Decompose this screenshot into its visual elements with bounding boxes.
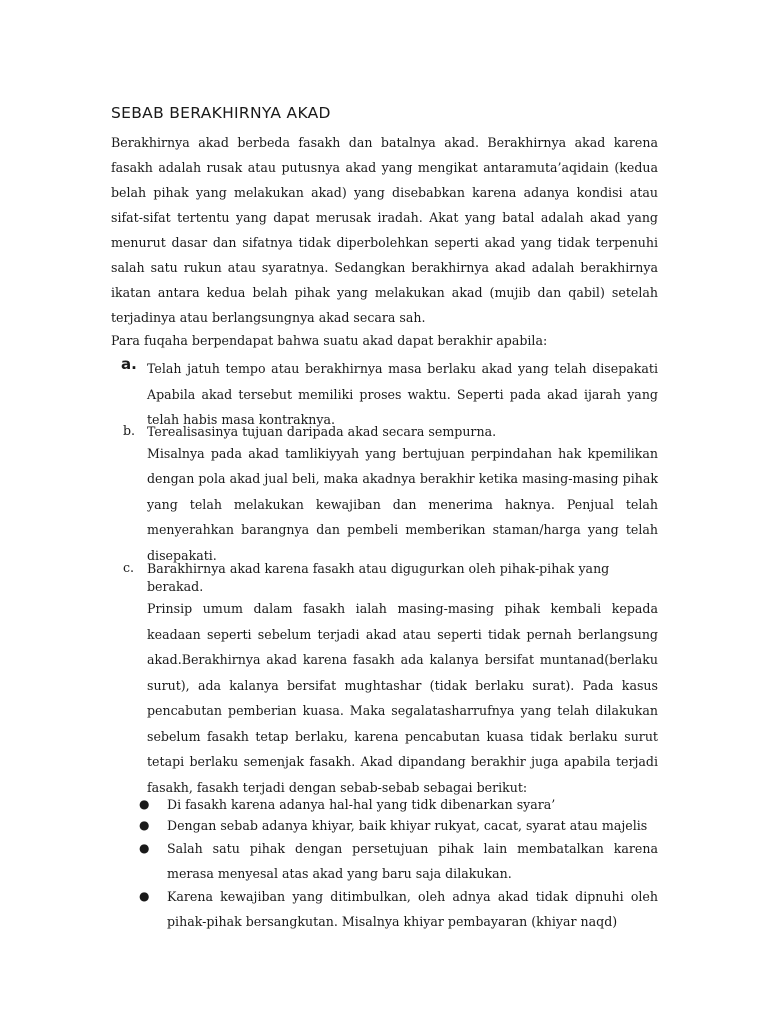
paragraph-definition: Berakhirnya akad berbeda fasakh dan batalnya akad. Berakhirnya akad karena fasakh adalah rusak atau putusnya akad yang mengikat antaramuta’aqidain (kedua belah pihak yang melakukan akad) yang disebabkan karena adanya kondisi atau sifat-sifat tertentu yang dapat merusak iradah. Akat yang batal adalah akad yang menurut dasar dan sifatnya tidak diperbolehkan seperti akad yang tidak terpenuhi salah satu rukun atau syaratnya. Sedangkan berakhirnya akad adalah berakhirnya ikatan antara kedua belah pihak yang melakukan akad (mujib dan qabil) setelah terjadinya atau berlangsungnya akad secara sah. — [111, 135, 658, 325]
bullet-text: Dengan sebab adanya khiyar, baik khiyar rukyat, cacat, syarat atau majelis — [167, 818, 648, 833]
bullet-icon: ● — [139, 841, 150, 855]
list-item-b-text: Misalnya pada akad tamlikiyyah yang bertujuan perpindahan hak kpemilikan dengan pola akad jual beli, maka akadnya berakhir ketika masing-masing pihak yang telah melakukan kewajiban dan menerima haknya. Penjual telah menyerahkan barangnya dan pembeli memberikan staman/harga yang telah disepakati. — [147, 445, 658, 563]
bullet-icon: ● — [139, 797, 150, 811]
list-marker-b: b. — [123, 422, 136, 438]
list-item-b-heading: Terealisasinya tujuan daripada akad secara sempurna. — [147, 423, 497, 439]
list-item-c-heading: Barakhirnya akad karena fasakh atau digugurkan oleh pihak-pihak yang berakad. — [147, 561, 610, 594]
list-item — [111, 813, 658, 838]
document-title: SEBAB BERAKHIRNYA AKAD — [111, 104, 331, 122]
list-item-a-text: Telah jatuh tempo atau berakhirnya masa berlaku akad yang telah disepakati Apabila akad tersebut memiliki proses waktu. Seperti pada akad ijarah yang telah habis masa kontraknya. — [147, 361, 658, 427]
list-item — [111, 836, 658, 886]
list-item-c — [111, 560, 658, 800]
bullet-icon: ● — [139, 889, 150, 903]
intro-sentence: Para fuqaha berpendapat bahwa suatu akad dapat berakhir apabila: — [111, 333, 548, 348]
fasakh-causes-list — [111, 792, 658, 934]
bullet-text: Karena kewajiban yang ditimbulkan, oleh adnya akad tidak dipnuhi oleh pihak-pihak bersangkutan. Misalnya khiyar pembayaran (khiyar naqd) — [167, 889, 658, 929]
list-item-c-text: Prinsip umum dalam fasakh ialah masing-masing pihak kembali kepada keadaan seperti sebelum terjadi akad atau seperti tidak pernah berlangsung akad.Berakhirnya akad karena fasakh ada kalanya bersifat muntanad(berlaku surut), ada kalanya bersifat mughtashar (tidak berlaku surat). Pada kasus pencabutan pemberian kuasa. Maka segalatasharrufnya yang telah dilakukan sebelum fasakh tetap berlaku, karena pencabutan kuasa tidak berlaku surut tetapi berlaku semenjak fasakh. Akad dipandang berakhir juga apabila terjadi fasakh, fasakh terjadi dengan sebab-sebab sebagai berikut: — [147, 601, 658, 795]
document-page — [111, 102, 658, 934]
list-marker-c: c. — [123, 560, 135, 575]
bullet-icon: ● — [139, 818, 150, 832]
list-item-a — [111, 356, 658, 433]
list-marker-a: a. — [121, 355, 137, 373]
bullet-text: Di fasakh karena adanya hal-hal yang tidk dibenarkan syara’ — [167, 797, 556, 812]
bullet-text: Salah satu pihak dengan persetujuan pihak lain membatalkan karena merasa menyesal atas akad yang baru saja dilakukan. — [167, 841, 658, 881]
list-item-b — [111, 423, 658, 569]
list-item — [111, 884, 658, 934]
